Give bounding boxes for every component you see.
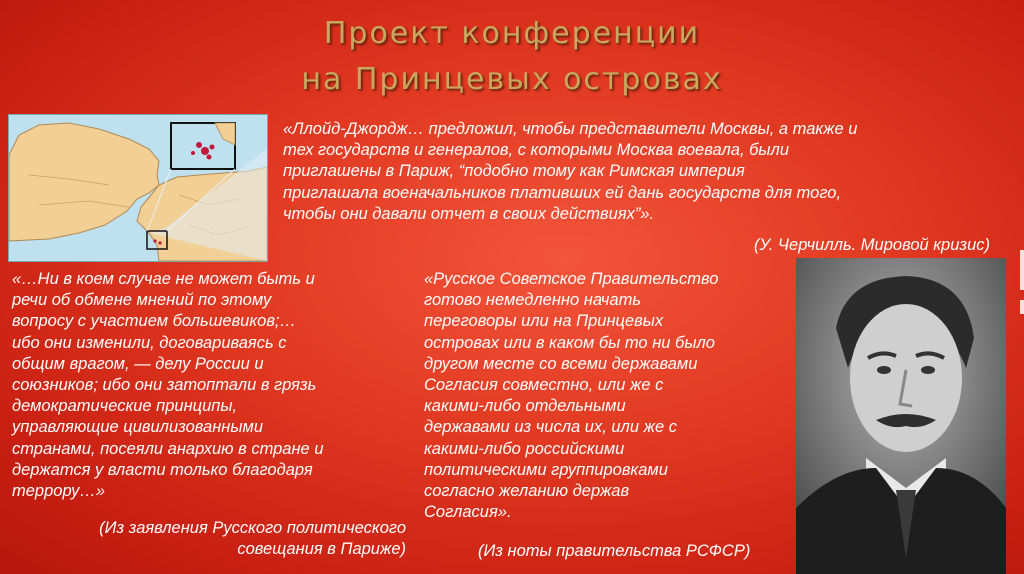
source-line: совещания в Париже) bbox=[237, 540, 406, 559]
quote-line: странами, посеяли анархию в стране и bbox=[12, 439, 324, 458]
slide-title-line-2: на Принцевых островах bbox=[301, 62, 723, 97]
quote-line: приглашала военачальников плативших ей дань государств для того, bbox=[283, 183, 842, 202]
quote-line: чтобы они давали отчет в своих действиях”». bbox=[283, 204, 655, 223]
quote-line: готово немедленно начать bbox=[424, 291, 642, 310]
quote-line: держатся у власти только благодаря bbox=[12, 460, 313, 479]
quote-line: какими-либо отдельными bbox=[424, 397, 626, 416]
map-illustration bbox=[9, 115, 267, 261]
quote-line: вопросу с участием большевиков;… bbox=[12, 312, 297, 331]
quote-line: какими-либо российскими bbox=[424, 439, 625, 458]
quote-line: общим врагом, — делу России и bbox=[12, 354, 264, 373]
quote-line: речи об обмене мнений по этому bbox=[12, 291, 272, 310]
quote-line: державами из числа их, или же с bbox=[424, 418, 677, 437]
quote-lloyd-george bbox=[283, 119, 1003, 225]
quote-line: ибо они изменили, договариваясь с bbox=[12, 333, 287, 352]
quote-line: согласно желанию держав bbox=[424, 482, 630, 501]
quote-soviet-government bbox=[424, 269, 804, 523]
quote-russian-political-conference-source bbox=[12, 518, 406, 560]
quote-soviet-government-source: (Из ноты правительства РСФСР) bbox=[478, 542, 751, 560]
slide-title-line-1: Проект конференции bbox=[323, 16, 701, 51]
source-line: (Из заявления Русского политического bbox=[99, 519, 406, 537]
quote-line: тех государств и генералов, с которыми Москва воевала, были bbox=[283, 141, 790, 160]
quote-line: переговоры или на Принцевых bbox=[424, 312, 664, 331]
quote-line: демократические принципы, bbox=[12, 397, 238, 416]
quote-line: политическими группировками bbox=[424, 460, 668, 479]
quote-line: другом месте со всеми державами bbox=[424, 354, 698, 373]
quote-line: управляющие цивилизованными bbox=[12, 418, 264, 437]
quote-line: «…Ни в коем случае не может быть и bbox=[12, 270, 315, 288]
quote-line: островах или в каком бы то ни было bbox=[424, 333, 715, 352]
quote-line: приглашены в Париж, “подобно тому как Римская империя bbox=[283, 162, 745, 181]
quote-line: «Ллойд-Джордж… предложил, чтобы представители Москвы, а также и bbox=[283, 120, 858, 138]
quote-line: террору…» bbox=[12, 482, 106, 501]
map-image bbox=[8, 114, 268, 262]
portrait-photo bbox=[796, 258, 1006, 574]
portrait-illustration bbox=[796, 258, 1006, 574]
quote-lloyd-george-source: (У. Черчилль. Мировой кризис) bbox=[753, 236, 990, 254]
quote-line: «Русское Советское Правительство bbox=[424, 270, 719, 288]
quote-line: Согласия». bbox=[424, 503, 512, 522]
quote-russian-political-conference bbox=[12, 269, 412, 502]
quote-line: союзников; ибо они затоптали в грязь bbox=[12, 376, 317, 395]
quote-line: Согласия совместно, или же с bbox=[424, 376, 664, 395]
